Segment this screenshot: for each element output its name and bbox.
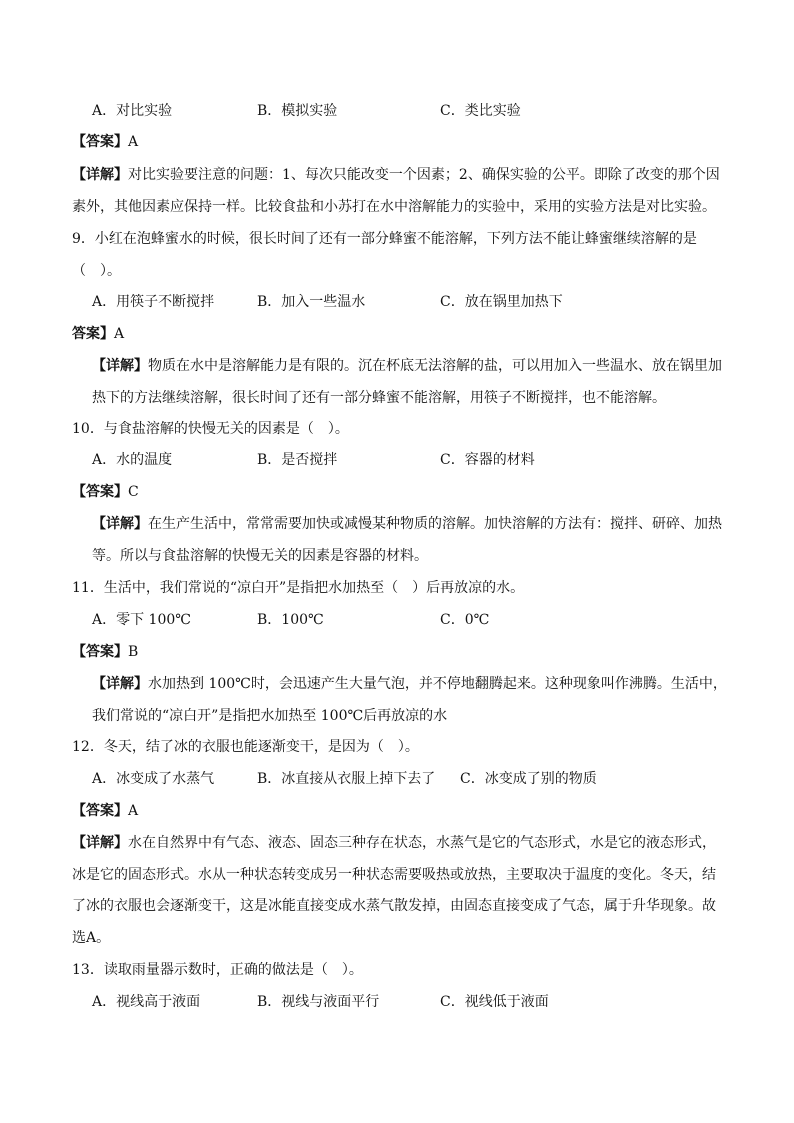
detail-label: 【详解】 [92, 358, 148, 374]
q8-option-b: B．模拟实验 [257, 103, 338, 119]
q10-answer [72, 482, 139, 502]
q10-stem: 10．与食盐溶解的快慢无关的因素是（ ）。 [72, 421, 349, 437]
detail-text: 物质在水中是溶解能力是有限的。沉在杯底无法溶解的盐，可以用加入一些温水、放在锅里加 [148, 358, 722, 374]
q12-stem: 12．冬天，结了冰的衣服也能逐渐变干，是因为（ ）。 [72, 739, 419, 755]
q12-detail-line-2: 冰是它的固态形式。水从一种状态转变成另一种状态需要吸热或放热，主要取决于温度的变化。冬天，结 [72, 867, 716, 883]
q10-detail-line-1 [92, 514, 722, 534]
q12-answer [72, 801, 138, 821]
q13-option-c: C．视线低于液面 [440, 994, 549, 1010]
answer-label: 【答案】 [72, 644, 128, 660]
q9-detail-line-2: 热下的方法继续溶解，很长时间了还有一部分蜂蜜不能溶解，用筷子不断搅拌，也不能溶解。 [92, 390, 666, 406]
detail-text: 水在自然界中有气态、液态、固态三种存在状态，水蒸气是它的气态形式，水是它的液态形式， [128, 835, 716, 851]
q13-option-a: A．视线高于液面 [92, 994, 201, 1010]
q13-stem: 13．读取雨量器示数时，正确的做法是（ ）。 [72, 962, 363, 978]
detail-label: 【详解】 [92, 676, 148, 692]
detail-text: 对比实验要注意的问题：1、每次只能改变一个因素；2、确保实验的公平。即除了改变的那个因 [128, 167, 720, 183]
detail-label: 【详解】 [72, 167, 128, 183]
q11-option-c: C．0℃ [440, 612, 490, 628]
q9-option-a: A．用筷子不断搅拌 [92, 294, 215, 310]
q9-option-c: C．放在锅里加热下 [440, 294, 563, 310]
q12-detail-line-1 [72, 833, 716, 853]
answer-label: 【答案】 [72, 484, 128, 500]
q10-option-c: C．容器的材料 [440, 452, 535, 468]
q11-detail-line-1 [92, 674, 727, 694]
answer-value: A [128, 803, 139, 819]
answer-value: A [114, 326, 125, 342]
q11-option-a: A．零下 100℃ [92, 612, 191, 628]
detail-label: 【详解】 [92, 516, 148, 532]
q8-option-a: A．对比实验 [92, 103, 173, 119]
q12-option-a: A．冰变成了水蒸气 [92, 771, 215, 787]
q9-detail-line-1 [92, 356, 722, 376]
q12-option-b: B．冰直接从衣服上掉下去了 [257, 771, 436, 787]
q12-detail-line-3: 了冰的衣服也会逐渐变干，这是冰能直接变成水蒸气散发掉，由固态直接变成了气态，属于升华现象。故 [72, 898, 716, 914]
q11-detail-line-2: 我们常说的“凉白开”是指把水加热至 100℃后再放凉的水 [92, 708, 448, 724]
detail-text: 在生产生活中，常常需要加快或减慢某种物质的溶解。加快溶解的方法有：搅拌、研碎、加热 [148, 516, 722, 532]
q9-answer [72, 324, 124, 344]
q8-answer [72, 132, 138, 152]
q10-detail-line-2: 等。所以与食盐溶解的快慢无关的因素是容器的材料。 [92, 548, 428, 564]
detail-label: 【详解】 [72, 835, 128, 851]
q8-detail-line-2: 素外，其他因素应保持一样。比较食盐和小苏打在水中溶解能力的实验中，采用的实验方法是对比实验。 [72, 199, 716, 215]
q13-option-b: B．视线与液面平行 [257, 994, 380, 1010]
q11-option-b: B．100℃ [257, 612, 324, 628]
q11-stem: 11．生活中，我们常说的“凉白开”是指把水加热至（ ）后再放凉的水。 [72, 580, 525, 596]
q12-option-c: C．冰变成了别的物质 [460, 771, 597, 787]
q8-option-c: C．类比实验 [440, 103, 521, 119]
answer-value: B [128, 644, 139, 660]
answer-label: 【答案】 [72, 803, 128, 819]
answer-label: 答案】 [72, 326, 114, 342]
q8-detail-line-1 [72, 165, 720, 185]
q10-option-b: B．是否搅拌 [257, 452, 338, 468]
detail-text: 水加热到 100℃时，会迅速产生大量气泡，并不停地翻腾起来。这种现象叫作沸腾。生活中， [148, 676, 727, 692]
answer-value: C [128, 484, 139, 500]
q9-option-b: B．加入一些温水 [257, 294, 366, 310]
q11-answer [72, 642, 138, 662]
answer-value: A [128, 134, 139, 150]
answer-label: 【答案】 [72, 134, 128, 150]
q12-detail-line-4: 选A。 [72, 930, 111, 946]
q10-option-a: A．水的温度 [92, 452, 173, 468]
q9-stem-line-1: 9．小红在泡蜂蜜水的时候，很长时间了还有一部分蜂蜜不能溶解，下列方法不能让蜂蜜继续溶解的是 [72, 231, 697, 247]
q9-stem-line-2: （ ）。 [72, 263, 121, 279]
